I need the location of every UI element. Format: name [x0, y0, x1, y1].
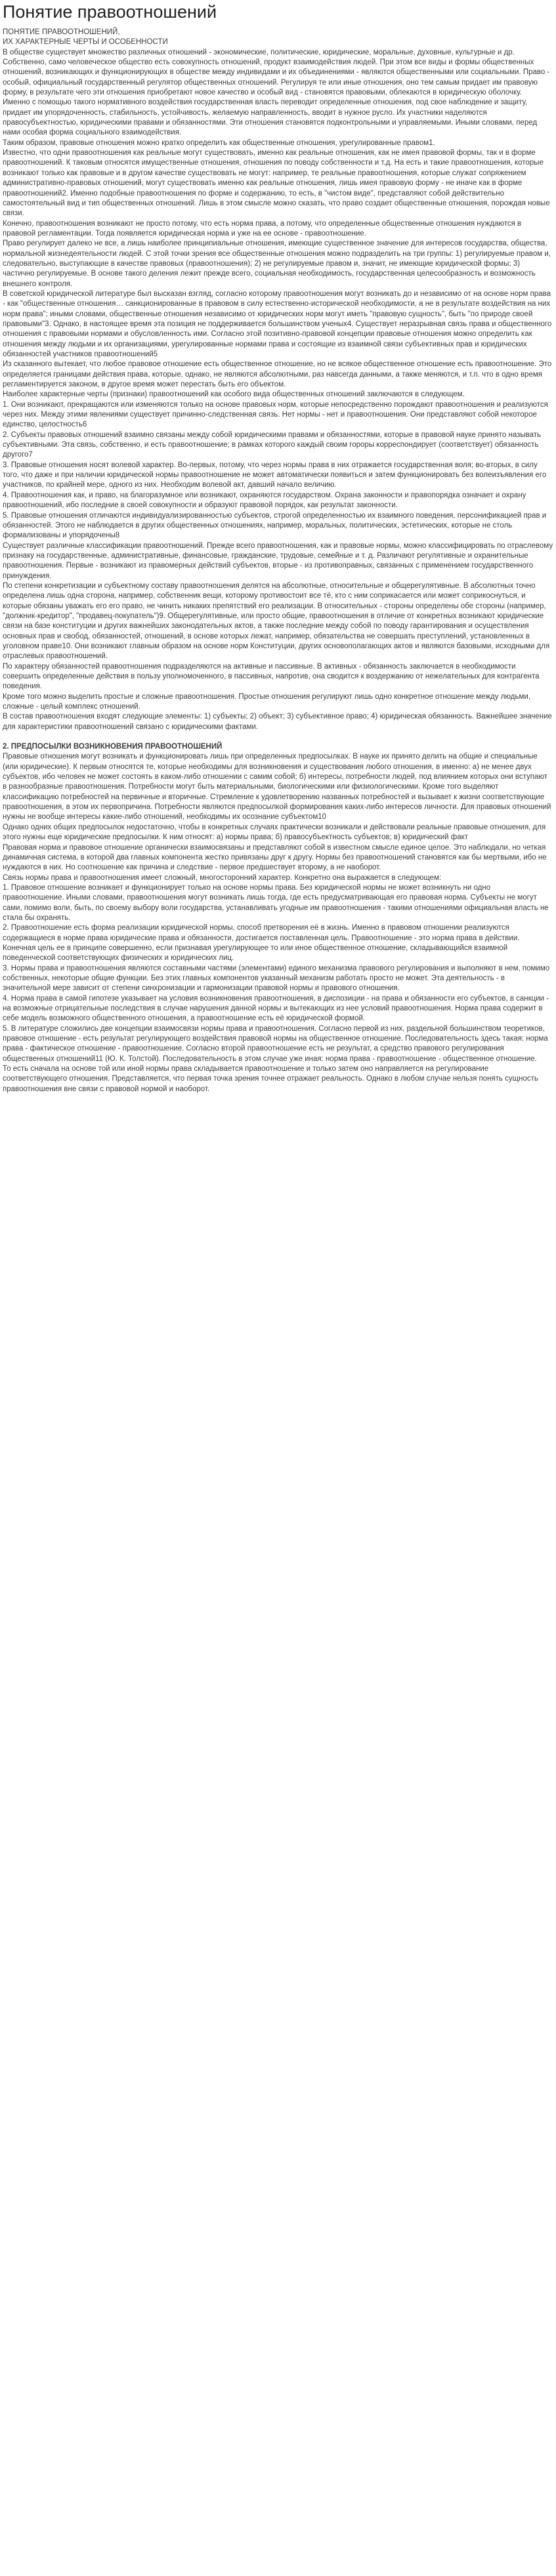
- paragraph: 1. Правовое отношение возникает и функционирует только на основе нормы права. Без юридической нормы не может возникнуть ни одно правоотношение. Иными словами, правоотношения могут возникать лишь тогда, где есть предусматривающая его правовая норма. Субъекты не могут сами, помимо воли, быть, по своему выбору воли государства, устанавливать угодные им правоотношения - такими отношениями официальная власть не стала бы охранять.: [3, 883, 549, 922]
- document-page: [0, 0, 556, 1094]
- paragraph: Именно с помощью такого нормативного воздействия государственная власть переводит определенные отношения, под свое наблюдение и защиту, придает им упорядоченность, стабильность, устойчивость, желаемую направленность, вводит в нужное русло. Их участники наделяются правосубъектностью, юридическими правами и обязанностями. Эти отношения становятся подконтрольными и управляемыми. Иными словами, перед нами особая форма социального взаимодействия.: [3, 98, 538, 137]
- paragraph: Право регулирует далеко не все, а лишь наиболее принципиальные отношения, имеющие существенное значение для интересов государства, общества, нормальной жизнедеятельности людей. С этой точки зрения все общественные отношения можно подразделить на три группы: 1) регулируемые правом и, следовательно, выступающие в качестве правовых (правоотношения); 2) не регулируемые правом и, значит, не имеющие юридической формы; 3) частично регулируемые. В основе такого деления лежит прежде всего, социальная необходимость, государственная целесообразность и возможность внешнего контроля.: [3, 239, 551, 288]
- paragraph: Конечно, правоотношения возникают не просто потому, что есть норма права, а потому, что определенные общественные отношения нуждаются в правовой регламентации. Тогда появляется юридическая норма и уже на ее основе - правоотношение.: [3, 219, 522, 238]
- paragraph: ИХ ХАРАКТЕРНЫЕ ЧЕРТЫ И ОСОБЕННОСТИ: [3, 38, 168, 47]
- paragraph: Существует различные классификации правоотношений. Прежде всего правоотношения, как и правовые нормы, можно классифицировать по отраслевому признаку на государственные, административные, финансовые, гражданские, трудовые, семейные и т. д. Различают регулятивные и охранительные правоотношения. Первые - возникают из правомерных действий субъектов, вторые - из противоправных, связанных с применением государственного принуждения.: [3, 541, 553, 580]
- section-2: [3, 742, 553, 1094]
- paragraph: Однако одних общих предпосылок недостаточно, чтобы в конкретных случаях практически возникали и действовали реальные правовые отношения, для этого нужны еще юридические предпосылки. К ним относят: а) нормы права; б) правосубъектность субъектов; в) юридический факт: [3, 823, 546, 842]
- paragraph: В советской юридической литературе был высказан взгляд, согласно которому правоотношения могут возникать до и независимо от на основе норм права - как "общественные отношения… санкционированные в правовом в силу естественно-исторической необходимости, а не в результате воздействия на них норм права"; иными словами, общественные отношения независимо от юридических норм могут иметь "правовую сущность", быть "по природе своей правовыми"3. Однако, в настоящее время эта позиция не поддерживается большинством ученых4. Существует неразрывная связь права и общественного отношения с правовыми нормами и обусловленность ими. Согласно этой позитивно-правовой концепции правовые отношения можно определить как отношения между людьми и их организациями, урегулированные нормами права и состоящие из взаимной связи субъективных прав и юридических обязанностей участников правоотношений5: [3, 289, 552, 358]
- paragraph: То есть сначала на основе той или иной нормы права складывается правоотношение и только затем оно направляется на регулирование соответствующего отношения. Представляется, что первая точка зрения точнее отражает реальность. Однако в любом случае нельзя понять сущность правоотношения вне связи с правовой нормой и наоборот.: [3, 1065, 538, 1093]
- paragraph: 2. Субъекты правовых отношений взаимно связаны между собой юридическими правами и обязанностями, которые в правовой науке принято называть субъективными. Эта связь, собственно, и есть правоотношение; в рамках которого каждый своим гороры корреспондирует (соответствует) обязанность другого7: [3, 430, 542, 459]
- paragraph: 2. Правоотношение есть форма реализации юридической нормы, способ претворения её в жизнь. Именно в правовом отношении реализуются содержащиеся в норме права юридические права и обязанности, достигается поставленная цель. Правоотношение - это норма права в действии. Конечная цель ее в принципе совершенно, если признавая урегулирующее то или иное общественное отношение, складывающийся взаимной поведенческой соответствующих физических и юридических лиц.: [3, 924, 520, 963]
- paragraph: По степени конкретизации и субъектному составу правоотношения делятся на абсолютные, относительные и общерегулятивные. В абсолютных точно определена лишь одна сторона, например, собственник вещи, которому противостоит все тё, кто с ним соприкасается или может соприкоснуться, и которые обязаны уважать его его право, не чинить никаких препятствий его реализации. В относительных - стороны определены обе стороны (например, "должник-кредитор", "продавец-покупатель")9. Общерегулятивные, или просто общие, правоотношения в отличие от конкретных возникают юридические связи на базе конституции и других важнейших законодательных актов, а также последние между собой по поводу гарантирования и осуществления основных прав и свобод, обязанностей, отношений, в основе которых лежат, например, обязательства не совершать преступлений, установленных в уголовном праве10. Они возникают главным образом на основе норм Конституции, других основополагающих актов и являются базовыми, исходными для отраслевых правоотношений.: [3, 581, 550, 661]
- paragraph: По характеру обязанностей правоотношения подразделяются на активные и пассивные. В активных - обязанность заключается в необходимости совершить определенные действия в пользу уполномоченного, в пассивных, напротив, она сводится к воздержанию от нежелательных для контрагента поведения.: [3, 662, 540, 691]
- paragraph: 1. Они возникают, прекращаются или изменяются только на основе правовых норм, которые непосредственно порождают правоотношения и реализуются через них. Между этими явлениями существует причинно-следственная связь. Нет нормы - нет и правоотношения. Они представляют собой некоторое единство, целостность6: [3, 400, 548, 429]
- paragraph: Таким образом, правовые отношения можно кратко определить как общественные отношения, урегулированные правом1.: [3, 138, 435, 147]
- paragraph: Правовые отношения могут возникать и функционировать лишь при определенных предпосылках. В науке их принято делить на общие и специальные (или юридические). К первым относятся те, которые необходимы для возникновения и существования любого отношения, в именно: а) не менее двух субъектов, ибо человек не может состоять в каком-либо отношении с самим собой; б) интересы, потребности людей, под влиянием которых они вступают в разнообразные правоотношения. Потребности могут быть материальными, биологическими или физиологическими. Кроме того выделяют классификацию потребностей на первичные и вторичные. Стремление к удовлетворению названных потребностей и вызывает к жизни соответствующие правоотношения, в этом их первопричина. Потребности являются предпосылкой формирования каких-либо интересов личности. Для правовых отношений нужны не вообще интересы какие-либо отношений, необходимы их осознание субъектом10: [3, 753, 551, 821]
- paragraph: В обществе существует множество различных отношений - экономические, политические, юридические, моральные, духовные, культурные и др. Собственно, само человеческое общество есть совокупность отношений, продукт взаимодействия людей. При этом все виды и формы общественных отношений, возникающих и функционирующих в обществе между индивидами и их объединениями - являются общественными или социальными. Право - особый, официальный государственный регулятор общественных отношений. Регулируя те или иные отношения, оно тем самым придает им правовую форму, в результате чего эти отношения приобретают новое качество и особый вид - становятся правовыми, облекаются в юридическую оболочку.: [3, 48, 550, 97]
- paragraph: Известно, что одни правоотношения как реальные могут существовать, именно как реальные отношения, как не имея правовой формы, так и в форме правоотношений. К таковым относятся имущественные отношения, отношения по поводу собственности и т.д. На есть и такие правоотношения, которые возникают только как правовые и в другом качестве существовать не могут: например, те реальные правоотношения, которые служат сопряжением административно-правовых отношений, могут существовать именно как реальные отношения, лишь имея правовую форму - не иначе как в форме правоотношений2. Именно подобные правоотношения по форме и содержанию, то есть, в "чистом виде", представляют собой действительно самостоятельный вид и тип общественных отношений. Лишь в этом смысле можно сказать, что право создает общественные отношения, порождая новые связи.: [3, 149, 550, 218]
- section-1: [3, 28, 553, 732]
- paragraph: Кроме того можно выделить простые и сложные правоотношения. Простые отношения регулируют лишь одно конкретное отношение между людьми, сложные - целый комплекс отношений.: [3, 692, 531, 711]
- paragraph: Связь нормы права и правоотношения имеет сложный, многосторонний характер. Конкретно она выражается в следующем:: [3, 873, 442, 882]
- paragraph: Наиболее характерные черты (признаки) правоотношений как особого вида общественных отношений заключаются в следующем.: [3, 390, 465, 399]
- paragraph: 4. Правоотношения как, и право, на благоразумное или возникают, охраняются государством. Охрана законности и правопорядка означает и охрану правоотношений, ибо последние в своей совокупности и образуют правовой порядок, как результат законности.: [3, 491, 526, 510]
- paragraph: 4. Норма права в самой гипотезе указывает на условия возникновения правоотношения, в диспозиции - на права и обязанности его субъектов, в санкции - на возможные отрицательные последствия в случае нарушения данной нормы и вытекающих из нее условий правоотношения. Норма права содержит в себе модель возможного общественного отношения, а правоотношение есть её юридической формой.: [3, 994, 549, 1023]
- section-heading: 2. ПРЕДПОСЫЛКИ ВОЗНИКНОВЕНИЯ ПРАВООТНОШЕНИЙ: [3, 743, 223, 751]
- paragraph: 5. Правовые отношения отличаются индивидуализированностью субъектов, строгой определенностью их взаимного поведения, персонификацией прав и обязанностей. Этого не наблюдается в других общественных отношениях, например, моральных, политических, эстетических, которые не столь формализованы и упорядочены8: [3, 511, 547, 540]
- paragraph: 3. Правовые отношения носят волевой характер. Во-первых, потому, что через нормы права в них отражается государственная воля; во-вторых, в силу того, что даже и при наличии юридической нормы правоотношение не может автоматически появиться и затем функционировать без волеизъявления его участников, по крайней мере, одного из них. Необходим волевой акт, давший начало величию.: [3, 461, 547, 489]
- page-title: Понятие правоотношений: [3, 2, 217, 22]
- paragraph: В состав правоотношения входят следующие элементы: 1) субъекты; 2) объект; 3) субъективное право; 4) юридическая обязанность. Важнейшее значение для характеристики правоотношений связано с юридическими фактами.: [3, 713, 552, 731]
- paragraph: 5. В литературе сложились две концепции взаимосвязи нормы права и правоотношения. Согласно первой из них, раздельной большинством теоретиков, правовое отношение - есть результат регулирующего воздействия правовой нормы на общественное отношение. Последовательность здесь такая: норма права - фактическое отношение - правоотношение. Согласно второй правоотношение есть не результат, а средство правового регулирования общественных отношений11 (Ю. К. Толстой). Последовательность в этом случае уже иная: норма права - правоотношение - общественное отношение.: [3, 1024, 548, 1063]
- paragraph: Правовая норма и правовое отношение органически взаимосвязаны и представляют собой в известном смысле единое целое. Это наблюдали, но четкая динамичная система, в которой два главных компонента жестко привязаны друг к другу. Нормы без правоотношений становятся как бы мертвыми, ибо не нуждаются в них. Но соотношение как причина и следствие - первое предшествует второму, а не наоборот.: [3, 843, 547, 872]
- paragraph: 3. Нормы права и правоотношения являются составными частями (элементами) единого механизма правового регулирования и выполняют в нем, помимо собственных, некоторые общие функции. Без этих главных компонентов указанный механизм работать просто не может. Эта деятельность - в значительной мере зависит от степени синхронизации и гармонизации правовой нормы и правового отношения.: [3, 964, 550, 993]
- paragraph: Из сказанного вытекает, что любое правовое отношение есть общественное отношение, но не всякое общественное отношение есть правоотношение. Это определяется границами действия права, которые, однако, не являются абсолютными, раз навсегда данными, а также меняются, и т.п. что в одно время регламентируется законом, в другое время может перестать быть его объектом.: [3, 360, 552, 389]
- section-gap: [3, 732, 553, 742]
- paragraph: ПОНЯТИЕ ПРАВООТНОШЕНИЙ,: [3, 28, 120, 36]
